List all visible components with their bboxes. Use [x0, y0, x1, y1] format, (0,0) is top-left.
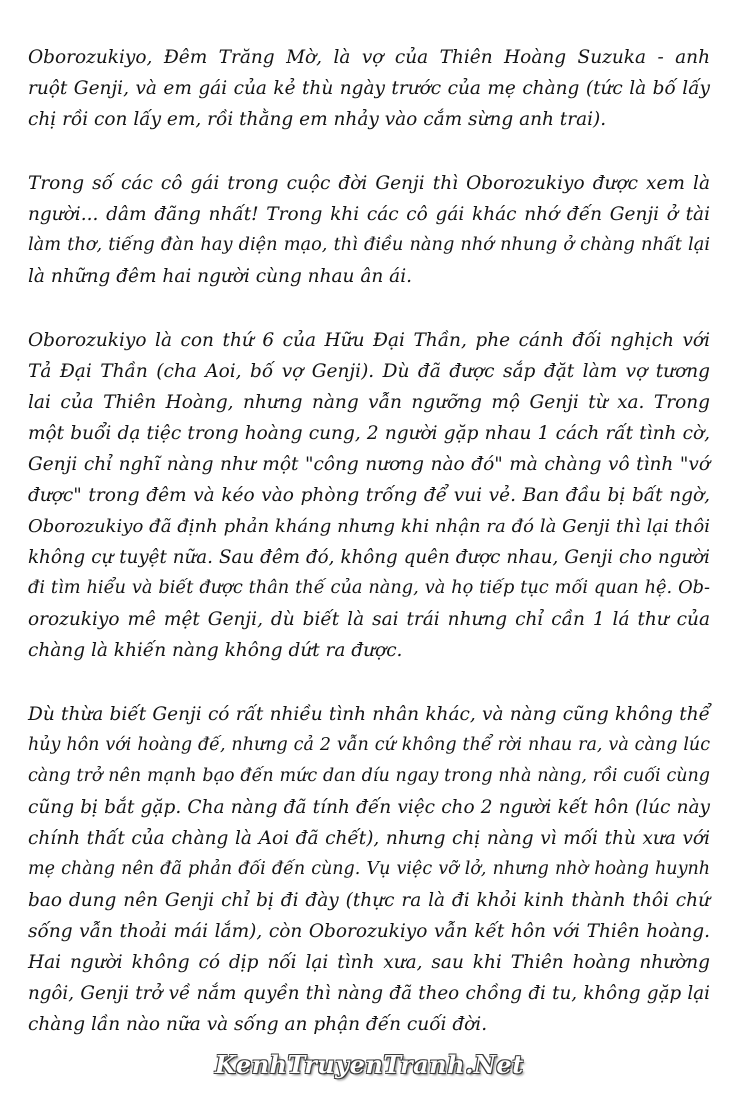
text-line: là những đêm hai người cùng nhau ân ái.: [28, 266, 412, 287]
watermark-logo: KenhTruyenTranh.Net: [215, 1050, 524, 1079]
text-line: orozukiyo mê mệt Genji, dù biết là sai trái nhưng chỉ cần 1 lá thư của: [28, 609, 710, 630]
paragraph: [28, 325, 710, 666]
paragraph: [28, 42, 710, 135]
text-line: Tả Đại Thần (cha Aoi, bố vợ Genji). Dù đã được sắp đặt làm vợ tương: [28, 361, 710, 382]
text-line: Oborozukiyo, Đêm Trăng Mờ, là vợ của Thiên Hoàng Suzuka - anh: [28, 47, 710, 68]
body-text: [28, 42, 710, 1073]
text-line: được" trong đêm và kéo vào phòng trống để vui vẻ. Ban đầu bị bất ngờ,: [28, 485, 710, 506]
text-line: Oborozukiyo đã định phản kháng nhưng khi nhận ra đó là Genji thì lại thôi: [28, 516, 710, 537]
text-line: một buổi dạ tiệc trong hoàng cung, 2 người gặp nhau 1 cách rất tình cờ,: [28, 423, 710, 444]
text-line: chị rồi con lấy em, rồi thằng em nhảy vào cắm sừng anh trai).: [28, 109, 607, 130]
text-line: Genji chỉ nghĩ nàng như một "công nương nào đó" mà chàng vô tình "vớ: [28, 454, 710, 475]
paragraph: [28, 168, 710, 292]
text-line: lai của Thiên Hoàng, nhưng nàng vẫn ngưỡng mộ Genji từ xa. Trong: [28, 392, 710, 413]
text-line: bao dung nên Genji chỉ bị đi đày (thực ra là đi khỏi kinh thành thôi chứ: [28, 890, 710, 911]
text-line: mẹ chàng nên đã phản đối đến cùng. Vụ việc vỡ lở, nhưng nhờ hoàng huynh: [28, 859, 710, 879]
text-line: không cự tuyệt nữa. Sau đêm đó, không quên được nhau, Genji cho người: [28, 547, 710, 568]
text-line: chàng lần nào nữa và sống an phận đến cuối đời.: [28, 1014, 488, 1035]
text-line: chàng là khiến nàng không dứt ra được.: [28, 640, 403, 661]
text-line: Trong số các cô gái trong cuộc đời Genji thì Oborozukiyo được xem là: [28, 173, 710, 194]
text-line: ruột Genji, và em gái của kẻ thù ngày trước của mẹ chàng (tức là bố lấy: [28, 78, 710, 99]
text-line: đi tìm hiểu và biết được thân thế của nàng, và họ tiếp tục mối quan hệ. Ob-: [28, 578, 710, 598]
text-line: Oborozukiyo là con thứ 6 của Hữu Đại Thần, phe cánh đối nghịch với: [28, 330, 710, 351]
text-line: người... dâm đãng nhất! Trong khi các cô gái khác nhớ đến Genji ở tài: [28, 204, 710, 225]
text-line: ngôi, Genji trở về nắm quyền thì nàng đã theo chồng đi tu, không gặp lại: [28, 983, 710, 1004]
paragraph: [28, 699, 710, 1040]
text-line: hủy hôn với hoàng đế, nhưng cả 2 vẫn cứ không thể rời nhau ra, và càng lúc: [28, 735, 710, 755]
text-line: Dù thừa biết Genji có rất nhiều tình nhân khác, và nàng cũng không thể: [28, 704, 710, 725]
text-line: chính thất của chàng là Aoi đã chết), nhưng chị nàng vì mối thù xưa với: [28, 828, 710, 849]
text-line: sống vẫn thoải mái lắm), còn Oborozukiyo vẫn kết hôn với Thiên hoàng.: [28, 921, 710, 942]
text-line: càng trở nên mạnh bạo đến mức dan díu ngay trong nhà nàng, rồi cuối cùng: [28, 766, 710, 786]
text-line: cũng bị bắt gặp. Cha nàng đã tính đến việc cho 2 người kết hôn (lúc này: [28, 797, 710, 818]
text-line: Hai người không có dịp nối lại tình xưa, sau khi Thiên hoàng nhường: [28, 952, 710, 973]
text-line: làm thơ, tiếng đàn hay diện mạo, thì điều nàng nhớ nhung ở chàng nhất lại: [28, 235, 710, 255]
